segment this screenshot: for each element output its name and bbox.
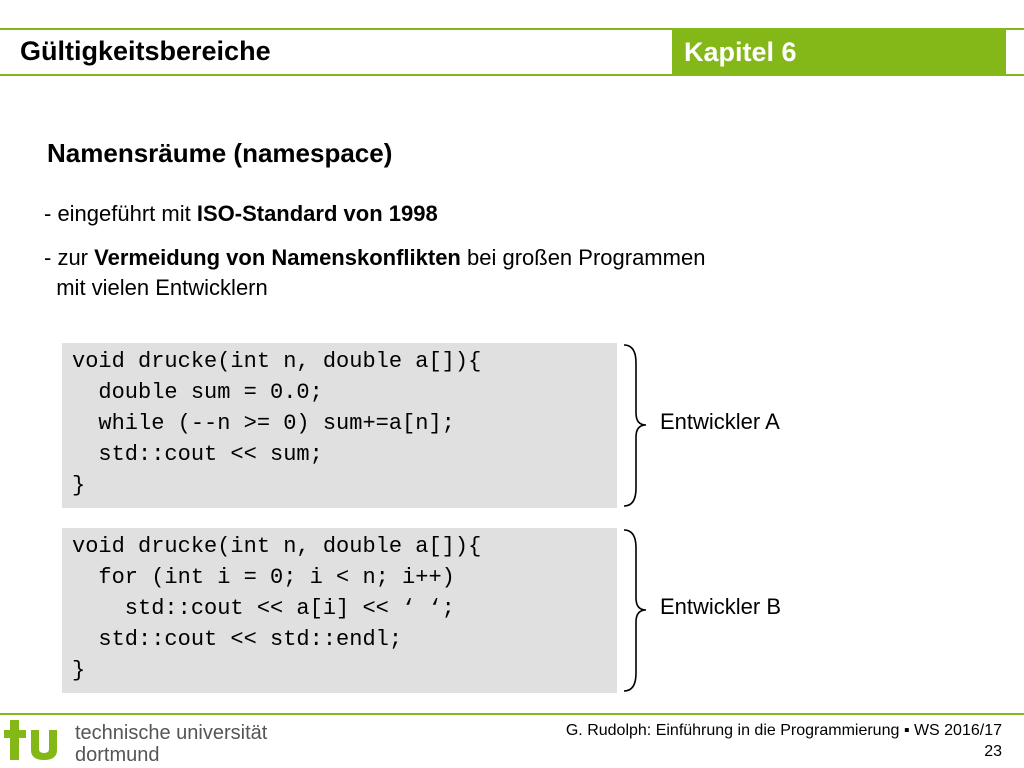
- code-line: std::cout << std::endl;: [72, 627, 403, 652]
- developer-a-label: Entwickler A: [660, 409, 780, 434]
- developer-b-label: Entwickler B: [660, 594, 782, 619]
- code-block-developer-b: [62, 528, 617, 693]
- code-line: void drucke(int n, double a[]){: [72, 349, 482, 374]
- bullet-text-suffix: bei großen Programmen: [460, 245, 706, 270]
- page-number: 23: [984, 743, 1002, 760]
- code-line: }: [72, 658, 86, 683]
- chapter-badge: [672, 30, 1006, 74]
- header-bottom-rule: [0, 74, 1024, 76]
- code-line: void drucke(int n, double a[]){: [72, 534, 482, 559]
- university-name-line1: technische universität: [75, 722, 268, 744]
- slide-title: Gültigkeitsbereiche: [20, 36, 271, 66]
- university-name: [75, 722, 267, 766]
- chapter-label: Kapitel 6: [684, 37, 797, 67]
- code-line: std::cout << sum;: [72, 442, 323, 467]
- bullet-bold-text: ISO-Standard von 1998: [196, 201, 438, 226]
- code-line: std::cout << a[i] << ‘ ‘;: [72, 596, 455, 621]
- bullet-text: - eingeführt mit: [44, 201, 197, 226]
- curly-brace-icon: [622, 528, 652, 693]
- university-name-line2: dortmund: [75, 744, 160, 766]
- code-block-developer-a: [62, 343, 617, 508]
- bullet-name-conflicts: [44, 243, 705, 303]
- footer-rule: [0, 713, 1024, 715]
- bullet-text: - zur: [44, 245, 95, 270]
- code-line: }: [72, 473, 86, 498]
- bullet-iso-standard: [44, 199, 438, 229]
- tu-logo-icon: [4, 716, 66, 764]
- code-line: for (int i = 0; i < n; i++): [72, 565, 455, 590]
- footer-credit: G. Rudolph: Einführung in die Programmierung ▪ WS 2016/17: [565, 722, 1002, 739]
- curly-brace-icon: [622, 343, 652, 508]
- code-line: double sum = 0.0;: [72, 380, 323, 405]
- bullet-text-continuation: mit vielen Entwicklern: [44, 275, 268, 300]
- code-line: while (--n >= 0) sum+=a[n];: [72, 411, 455, 436]
- section-title: Namensräume (namespace): [47, 138, 393, 168]
- bullet-bold-text: Vermeidung von Namenskonflikten: [94, 245, 461, 270]
